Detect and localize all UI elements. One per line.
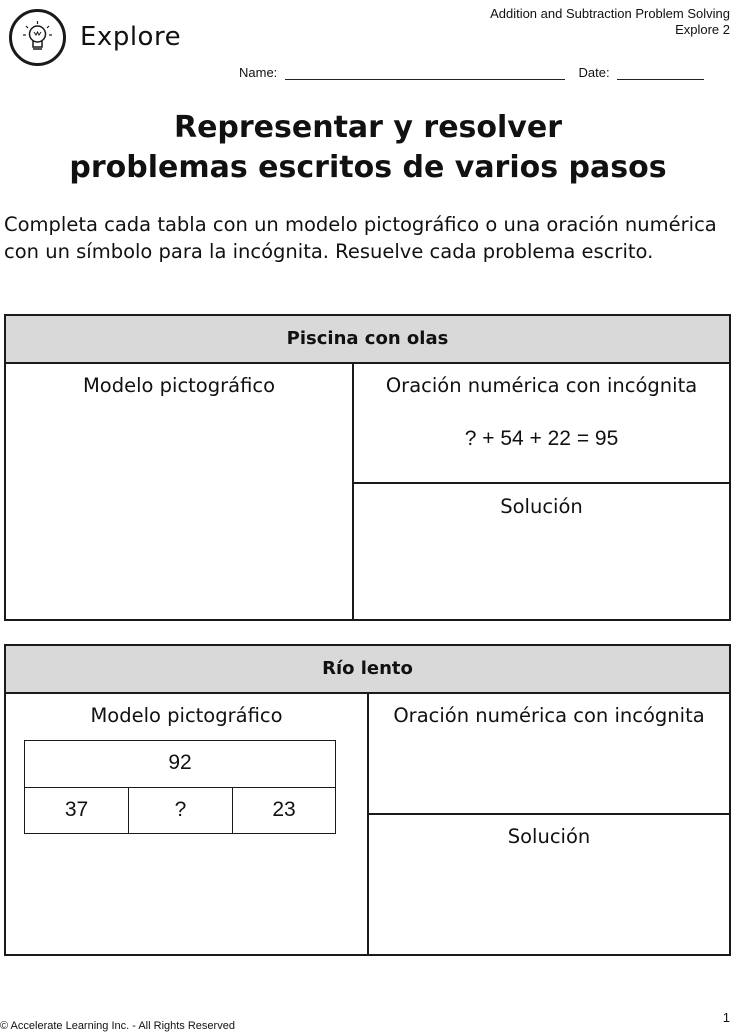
sentence-label: Oración numérica con incógnita bbox=[393, 704, 705, 727]
table-piscina-con-olas bbox=[4, 314, 731, 621]
copyright: © Accelerate Learning Inc. - All Rights Reserved bbox=[0, 1020, 235, 1032]
explore-label: Explore bbox=[80, 22, 182, 52]
model-area[interactable] bbox=[6, 406, 352, 616]
bar-model-total: 92 bbox=[168, 751, 192, 774]
solution-area[interactable] bbox=[354, 526, 729, 618]
unit-title: Addition and Subtraction Problem Solving bbox=[490, 6, 730, 21]
number-sentence: ? + 54 + 22 = 95 bbox=[464, 427, 619, 450]
solution-label: Solución bbox=[500, 495, 583, 518]
bar-model bbox=[24, 740, 336, 834]
solution-label: Solución bbox=[507, 825, 591, 848]
bar-model-divider bbox=[25, 787, 335, 788]
table-heading bbox=[6, 316, 729, 364]
lightbulb-logo bbox=[9, 9, 66, 66]
page-title bbox=[0, 108, 736, 188]
title-line-2: problemas escritos de varios pasos bbox=[69, 150, 667, 185]
page-number: 1 bbox=[722, 1010, 730, 1025]
bar-model-part: 23 bbox=[272, 798, 296, 821]
table-heading bbox=[6, 646, 729, 694]
model-label: Modelo pictográfico bbox=[90, 704, 283, 727]
name-date-row bbox=[239, 65, 709, 85]
sentence-label: Oración numérica con incógnita bbox=[385, 374, 698, 397]
solution-area[interactable] bbox=[369, 856, 729, 952]
lightbulb-icon bbox=[12, 12, 63, 63]
instructions: Completa cada tabla con un modelo pictográfico o una oración numérica con un símbolo para la incógnita. Resuelve cada problema escrito. bbox=[4, 213, 717, 263]
name-field[interactable] bbox=[285, 65, 565, 80]
bar-model-part: ? bbox=[174, 798, 187, 821]
date-field[interactable] bbox=[617, 65, 704, 80]
divider bbox=[352, 482, 729, 484]
table-heading-text: Río lento bbox=[322, 658, 413, 679]
table-heading-text: Piscina con olas bbox=[286, 328, 449, 349]
lesson-label: Explore 2 bbox=[675, 22, 730, 37]
bar-model-part: 37 bbox=[64, 798, 89, 821]
model-label: Modelo pictográfico bbox=[82, 374, 276, 397]
sentence-area[interactable] bbox=[369, 736, 729, 811]
date-label: Date: bbox=[578, 65, 610, 80]
divider bbox=[367, 813, 729, 815]
title-line-1: Representar y resolver bbox=[173, 110, 563, 145]
name-label: Name: bbox=[239, 65, 278, 80]
